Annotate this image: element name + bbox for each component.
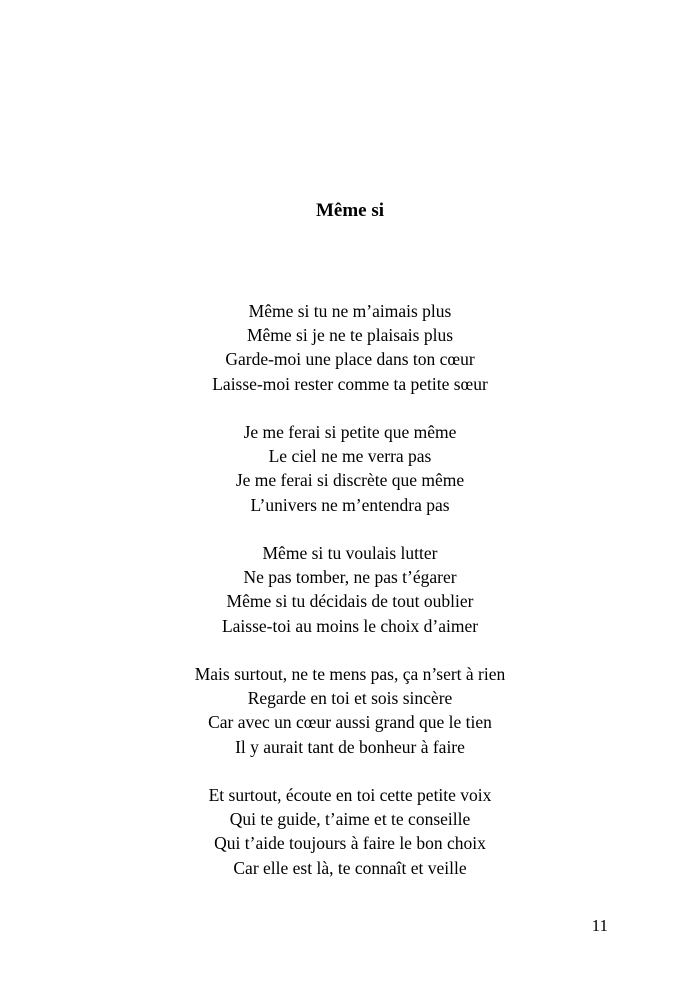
verse-line: Garde-moi une place dans ton cœur bbox=[225, 349, 475, 370]
verse-line: Il y aurait tant de bonheur à faire bbox=[235, 736, 465, 757]
page-number: 11 bbox=[591, 916, 608, 935]
verse-line: Car avec un cœur aussi grand que le tien bbox=[208, 712, 492, 733]
verse-line: L’univers ne m’entendra pas bbox=[250, 494, 450, 515]
stanza-5 bbox=[0, 783, 700, 880]
verse-line: Laisse-toi au moins le choix d’aimer bbox=[221, 615, 479, 636]
verse-line: Car elle est là, te connaît et veille bbox=[233, 857, 467, 878]
stanza-1 bbox=[0, 299, 700, 396]
verse-line: Qui t’aide toujours à faire le bon choix bbox=[214, 833, 486, 854]
verse-line: Regarde en toi et sois sincère bbox=[247, 688, 453, 709]
verse-line: Je me ferai si petite que même bbox=[243, 422, 457, 442]
verse-line: Ne pas tomber, ne pas t’égarer bbox=[243, 567, 457, 588]
verse-line: Et surtout, écoute en toi cette petite voix bbox=[208, 785, 492, 805]
verse-line: Même si tu ne m’aimais plus bbox=[248, 301, 452, 321]
verse-line: Mais surtout, ne te mens pas, ça n’sert à rien bbox=[194, 664, 506, 684]
stanza-2 bbox=[0, 420, 700, 517]
verse-line: Laisse-moi rester comme ta petite sœur bbox=[212, 373, 488, 394]
stanza-3 bbox=[0, 541, 700, 638]
verse-line: Même si je ne te plaisais plus bbox=[246, 325, 454, 346]
poem-body bbox=[0, 299, 700, 880]
verse-line: Même si tu décidais de tout oublier bbox=[226, 591, 474, 612]
verse-line: Qui te guide, t’aime et te conseille bbox=[229, 809, 471, 830]
poem-title: Même si bbox=[315, 200, 385, 221]
stanza-4 bbox=[0, 662, 700, 759]
verse-line: Je me ferai si discrète que même bbox=[235, 470, 465, 491]
verse-line: Même si tu voulais lutter bbox=[262, 543, 438, 563]
verse-line: Le ciel ne me verra pas bbox=[268, 446, 432, 467]
